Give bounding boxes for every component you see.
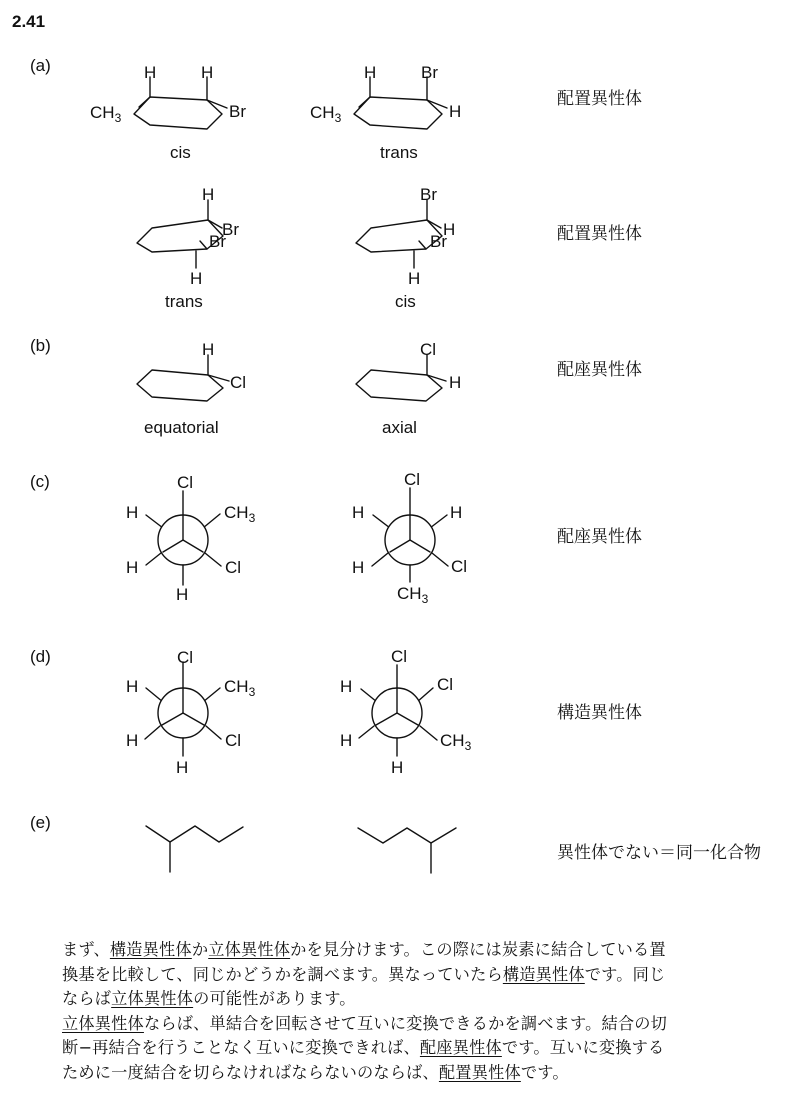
explanation-line: 断−再結合を行うことなく互いに変換できれば、配座異性体です。互いに変換する [62,1038,665,1057]
methyl-label: $CH_3$ [397,584,429,606]
classification-a2: 配置異性体 [557,224,642,244]
h-label: H [352,503,365,522]
methyl-label: $CH_3$ [224,677,256,699]
bromine-label: Br [420,185,437,204]
skeletal-structure-e2 [358,828,456,873]
h-label: H [126,731,139,750]
keyword-structural-isomer: 構造異性体 [502,964,585,984]
h-label: H [144,63,157,82]
trans-caption: trans [165,292,203,311]
keyword-configurational-isomer: 配置異性体 [438,1062,521,1082]
keyword-conformational-isomer: 配座異性体 [419,1038,502,1057]
cis-dimethylcyclohexane-a1 [90,63,246,162]
h-label: H [201,63,214,82]
part-d-label: (d) [30,647,51,666]
h-label: H [340,731,353,750]
chlorine-label: Cl [230,373,247,392]
methyl-label: $CH_3$ [310,103,342,125]
bromine-label: Br [229,102,246,121]
h-label: H [408,269,421,288]
methyl-label: $CH_3$ [90,103,122,125]
methyl-label: $CH_3$ [224,503,256,525]
classification-a1: 配置異性体 [557,89,642,109]
chlorocyclohexane-axial [356,340,461,437]
h-label: H [340,677,353,696]
h-label: H [176,585,189,604]
chlorine-label: Cl [404,470,421,489]
chlorine-label: Cl [225,731,242,750]
cis-caption: cis [395,292,416,311]
explanation-line: 換基を比較して、同じかどうかを調べます。異なっていたら構造異性体です。同じ [62,964,666,984]
chlorine-label: Cl [420,340,437,359]
h-label: H [126,558,139,577]
methyl-label: $CH_3$ [440,731,472,753]
chlorine-label: Cl [177,648,194,667]
explanation-text [62,938,806,1085]
trans-dimethylcyclohexane-a1 [310,63,461,162]
h-label: H [364,63,377,82]
h-label: H [202,185,215,204]
explanation-line: まず、構造異性体か立体異性体かを見分けます。この際には炭素に結合している置 [62,940,666,959]
explanation-line: ならば立体異性体の可能性があります。 [62,989,356,1008]
equatorial-caption: equatorial [144,418,219,437]
h-label: H [449,373,462,392]
classification-b: 配座異性体 [557,360,642,380]
h-label: H [190,269,203,288]
chlorocyclohexane-equatorial [137,340,246,437]
chlorine-label: Cl [177,473,194,492]
h-label: H [450,503,463,522]
h-label: H [391,758,404,777]
bromine-label: Br [421,63,438,82]
chlorine-label: Cl [391,647,408,666]
explanation-line: 立体異性体ならば、単結合を回転させて互いに変換できるかを調べます。結合の切 [62,1013,668,1033]
newman-projection-d2 [340,647,472,777]
keyword-structural-isomer: 構造異性体 [109,940,192,959]
part-e-label: (e) [30,813,51,832]
bromine-label: Br [430,232,447,251]
keyword-stereoisomer: 立体異性体 [208,940,291,959]
h-label: H [176,758,189,777]
newman-projection-c1 [126,473,256,604]
h-label: H [352,558,365,577]
h-label: H [126,503,139,522]
newman-projection-c2 [352,470,467,606]
newman-projection-d1 [126,648,256,777]
chlorine-label: Cl [451,557,468,576]
keyword-stereoisomer: 立体異性体 [62,1013,144,1033]
axial-caption: axial [382,418,417,437]
trans-caption: trans [380,143,418,162]
h-label: H [126,677,139,696]
part-b-label: (b) [30,336,51,355]
h-label: H [443,220,456,239]
keyword-stereoisomer: 立体異性体 [111,989,194,1008]
explanation-line: ために一度結合を切らなければならないのならば、配置異性体です。 [62,1062,569,1082]
skeletal-structure-e1 [146,826,243,872]
classification-e: 異性体でない＝同一化合物 [557,843,761,863]
cis-caption: cis [170,143,191,162]
trans-dibromocyclohexane [137,185,239,311]
chlorine-label: Cl [225,558,242,577]
problem-number: 2.41 [12,12,46,31]
part-a-label: (a) [30,56,51,75]
classification-c: 配座異性体 [557,527,642,547]
classification-d: 構造異性体 [557,703,642,723]
h-label: H [202,340,215,359]
bromine-label: Br [209,232,226,251]
bromine-label: Br [222,220,239,239]
chlorine-label: Cl [437,675,454,694]
cis-dibromocyclohexane [356,185,455,311]
h-label: H [449,102,462,121]
part-c-label: (c) [30,472,50,491]
